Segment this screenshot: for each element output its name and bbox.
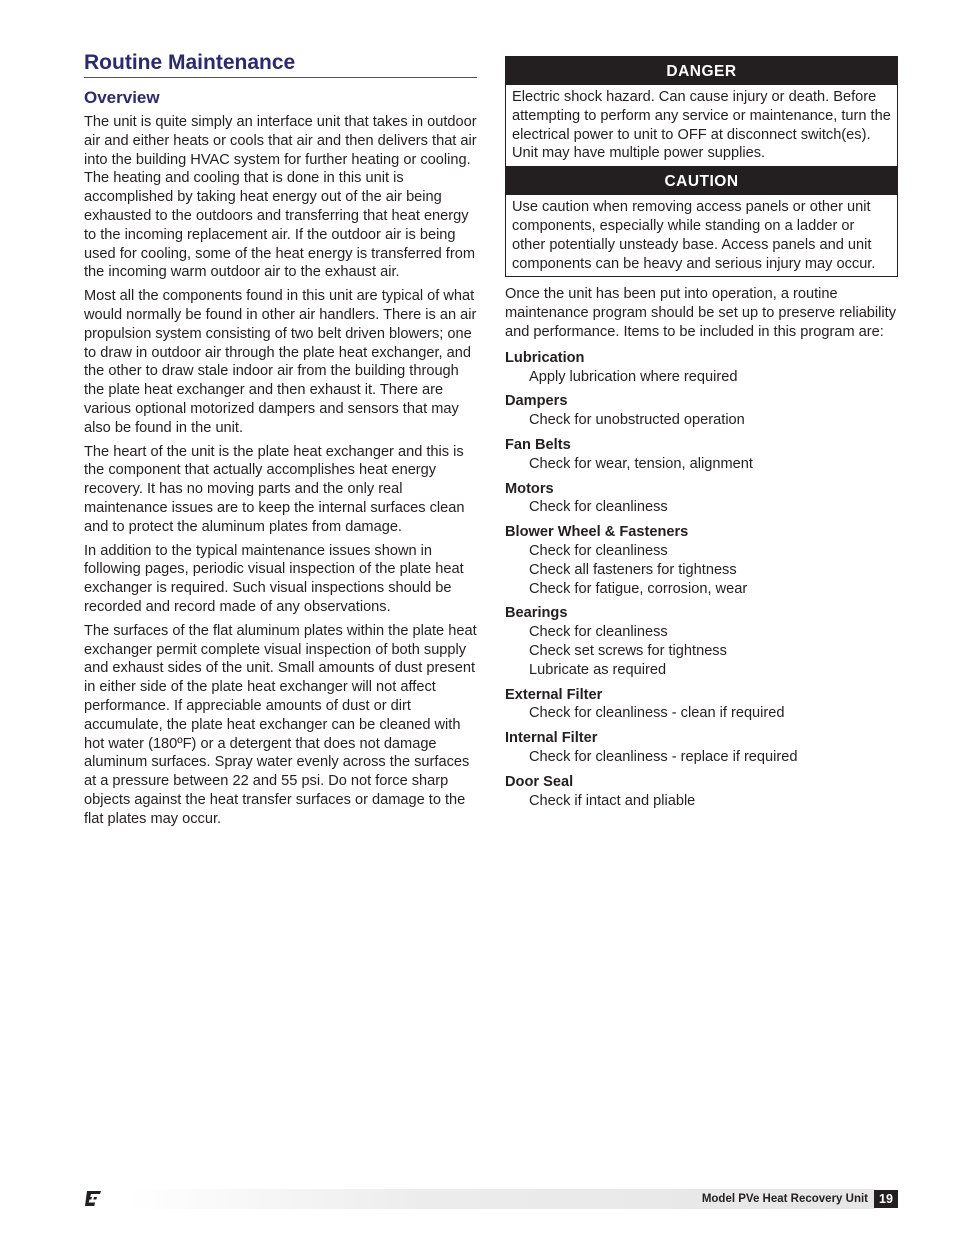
maintenance-group-motors — [505, 480, 898, 518]
maintenance-group-dampers — [505, 392, 898, 430]
maintenance-item: Check if intact and pliable — [529, 792, 696, 809]
maintenance-category: External Filter — [505, 686, 603, 703]
maintenance-item: Check set screws for tightness — [529, 642, 727, 659]
maintenance-item: Check for cleanliness - replace if required — [529, 748, 798, 765]
section-title-overview: Overview — [84, 88, 160, 107]
maintenance-group-fan-belts — [505, 436, 898, 474]
maintenance-intro: Once the unit has been put into operation, a routine maintenance program should be set up to preserve reliability and performance. Items to be included in this program are: — [505, 286, 897, 340]
maintenance-item: Check for cleanliness — [529, 542, 668, 559]
maintenance-group-internal-filter — [505, 729, 898, 767]
page-number: 19 — [874, 1190, 898, 1208]
overview-paragraph: In addition to the typical maintenance issues shown in following pages, periodic visual inspection of the plate heat exchanger is required. Such visual inspections should be recorded and record made of any observations. — [84, 542, 464, 615]
caution-label: CAUTION — [506, 167, 897, 195]
maintenance-category: Door Seal — [505, 773, 574, 790]
maintenance-group-bearings — [505, 604, 898, 679]
maintenance-category: Blower Wheel & Fasteners — [505, 524, 689, 541]
maintenance-item: Check for wear, tension, alignment — [529, 455, 753, 472]
footer-model-text: Model PVe Heat Recovery Unit — [701, 1193, 868, 1205]
maintenance-item: Check for unobstructed operation — [529, 412, 745, 429]
maintenance-group-external-filter — [505, 686, 898, 724]
maintenance-group-blower-wheel — [505, 523, 898, 598]
caution-text: Use caution when removing access panels or other unit components, especially while standing on a ladder or other potentially unsteady base. Access panels and unit components can be heavy and serious injury may occur. — [512, 199, 876, 272]
maintenance-item: Check for fatigue, corrosion, wear — [529, 580, 748, 597]
overview-paragraph: The surfaces of the flat aluminum plates within the plate heat exchanger permit complete visual inspection of both supply and exhaust sides of the unit. Small amounts of dust present in either side of the plate heat exchanger will not affect performance. If appreciable amounts of dust or dirt accumulate, the plate heat exchanger can be cleaned with hot water (180ºF) or a detergent that does not damage aluminum surfaces. Spray water evenly across the surfaces at a pressure between 22 and 55 psi. Do not force sharp objects against the heat transfer surfaces or damage to the flat plates may occur. — [84, 622, 477, 827]
maintenance-item: Apply lubrication where required — [529, 368, 738, 385]
overview-paragraph: The unit is quite simply an interface unit that takes in outdoor air and either heats or cools that air and then delivers that air into the building HVAC system for further heating or cooling. The heating and cooling that is done in this unit is accomplished by taking heat energy out of the air being exhausted to the outdoors and transferring that heat energy to the incoming replacement air. If the outdoor air is being used for cooling, some of the heat energy is transferred from the incoming warm outdoor air to the exhaust air. — [84, 114, 477, 281]
maintenance-item: Check for cleanliness - clean if required — [529, 705, 785, 722]
maintenance-group-lubrication — [505, 349, 898, 387]
danger-label: DANGER — [506, 57, 897, 85]
maintenance-item: Check for cleanliness — [529, 624, 668, 641]
maintenance-item: Check all fasteners for tightness — [529, 561, 737, 578]
caution-notice — [505, 167, 898, 277]
page-title: Routine Maintenance — [84, 50, 477, 78]
greenheck-logo-icon — [84, 1190, 102, 1207]
maintenance-group-door-seal — [505, 773, 898, 811]
maintenance-category: Fan Belts — [505, 436, 571, 453]
maintenance-list — [505, 349, 898, 811]
maintenance-category: Motors — [505, 480, 554, 497]
page-footer — [84, 1189, 898, 1209]
overview-paragraph: Most all the components found in this unit are typical of what would normally be found in other air handlers. There is an air propulsion system consisting of two belt driven blowers; one to draw in outdoor air through the plate heat exchanger, and the other to draw stale indoor air from the building through the plate heat exchanger and then exhaust it. There are various optional motorized dampers and sensors that may also be found in the unit. — [84, 288, 477, 436]
maintenance-item: Lubricate as required — [529, 661, 667, 678]
maintenance-category: Bearings — [505, 605, 568, 622]
maintenance-category: Internal Filter — [505, 730, 598, 747]
danger-text: Electric shock hazard. Can cause injury or death. Before attempting to perform any service or maintenance, turn the electrical power to unit to OFF at disconnect switch(es). Unit may have multiple power supplies. — [512, 89, 891, 162]
left-column — [84, 50, 477, 833]
overview-paragraph: The heart of the unit is the plate heat exchanger and this is the component that actually accomplishes heat energy recovery. It has no moving parts and the only real maintenance issues are to keep the internal surfaces clean and to protect the aluminum plates from damage. — [84, 443, 465, 535]
maintenance-item: Check for cleanliness — [529, 499, 668, 516]
maintenance-category: Lubrication — [505, 349, 585, 366]
maintenance-category: Dampers — [505, 393, 568, 410]
right-column — [505, 56, 898, 816]
danger-notice — [505, 56, 898, 167]
